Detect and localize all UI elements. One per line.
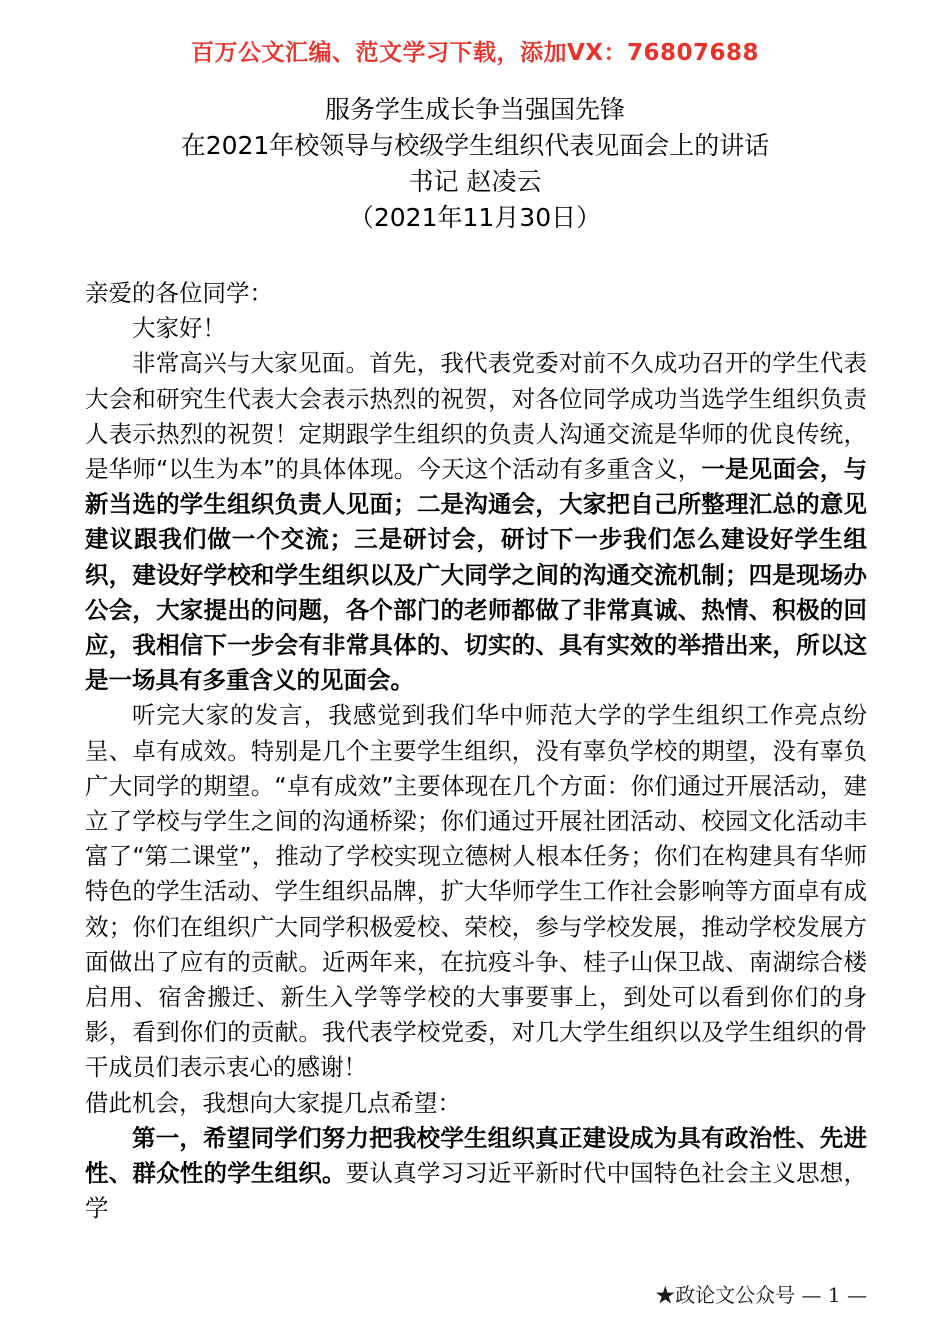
footer-dash-left: — — [801, 1283, 822, 1307]
page-number: 1 — [827, 1283, 841, 1307]
document-title-block — [0, 92, 950, 236]
document-body — [85, 276, 867, 1226]
footer-source-label: 政论文公众号 — [675, 1283, 796, 1307]
title-main: 服务学生成长争当强国先锋 — [324, 95, 625, 124]
paragraph-2: 听完大家的发言，我感觉到我们华中师范大学的学生组织工作亮点纷呈、卓有成效。特别是几个主要学生组织，没有辜负学校的期望，没有辜负广大同学的期望。“卓有成效”主要体现在几个方面：你们通过开展活动，建立了学校与学生之间的沟通桥梁；你们通过开展社团活动、校园文化活动丰富了“第二课堂”，推动了学校实现立德树人根本任务；你们在构建具有华师特色的学生活动、学生组织品牌，扩大华师学生工作社会影响等方面卓有成效；你们在组织广大同学积极爱校、荣校，参与学校发展，推动学校发展方面做出了应有的贡献。近两年来，在抗疫斗争、桂子山保卫战、南湖综合楼启用、宿舍搬迁、新生入学等学校的大事要事上，到处可以看到你们的身影，看到你们的贡献。我代表学校党委，对几大学生组织以及学生组织的骨干成员们表示衷心的感谢！ — [85, 701, 867, 1082]
paragraph-1-normal: 非常高兴与大家见面。首先，我代表党委对前不久成功召开的学生代表大会和研究生代表大会表示热烈的祝贺，对各位同学成功当选学生组织负责人表示热烈的祝贺！定期跟学生组织的负责人沟通交流是华师的优良传统，是华师“以生为本”的具体体现。今天这个活动有多重含义， — [85, 349, 867, 484]
paragraph-1-bold: 一是见面会，与新当选的学生组织负责人见面；二是沟通会，大家把自己所整理汇总的意见建议跟我们做一个交流；三是研讨会，研讨下一步我们怎么建设好学生组织，建设好学校和学生组织以及广大同学之间的沟通交流机制；四是现场办公会，大家提出的问题，各个部门的老师都做了非常真诚、热情、积极的回应，我相信下一步会有非常具体的、切实的、具有实效的举措出来，所以这是一场具有多重含义的见面会。 — [85, 455, 867, 695]
star-icon: ★ — [655, 1283, 676, 1307]
promo-banner — [0, 40, 950, 68]
paragraph-4-bold: 第一，希望同学们努力把我校学生组织真正建设成为具有政治性、先进性、群众性的学生组织。 — [85, 1123, 867, 1188]
greeting-line: 大家好！ — [132, 314, 226, 343]
salutation-line: 亲爱的各位同学： — [85, 279, 273, 307]
paragraph-4-normal: 要认真学习习近平新时代中国特色社会主义思想，学 — [85, 1159, 867, 1223]
page-footer — [85, 1282, 867, 1308]
title-subtitle: 在2021年校领导与校级学生组织代表见面会上的讲话 — [180, 131, 770, 160]
paragraph-4 — [85, 1121, 867, 1227]
paragraph-1 — [85, 346, 867, 698]
promo-text: 百万公文汇编、范文学习下载，添加VX：76807688 — [190, 40, 760, 66]
title-author: 书记 赵凌云 — [408, 167, 542, 196]
footer-dash-right: — — [847, 1283, 867, 1307]
paragraph-3: 借此机会，我想向大家提几点希望： — [85, 1088, 461, 1117]
title-date: （2021年11月30日） — [348, 203, 602, 232]
